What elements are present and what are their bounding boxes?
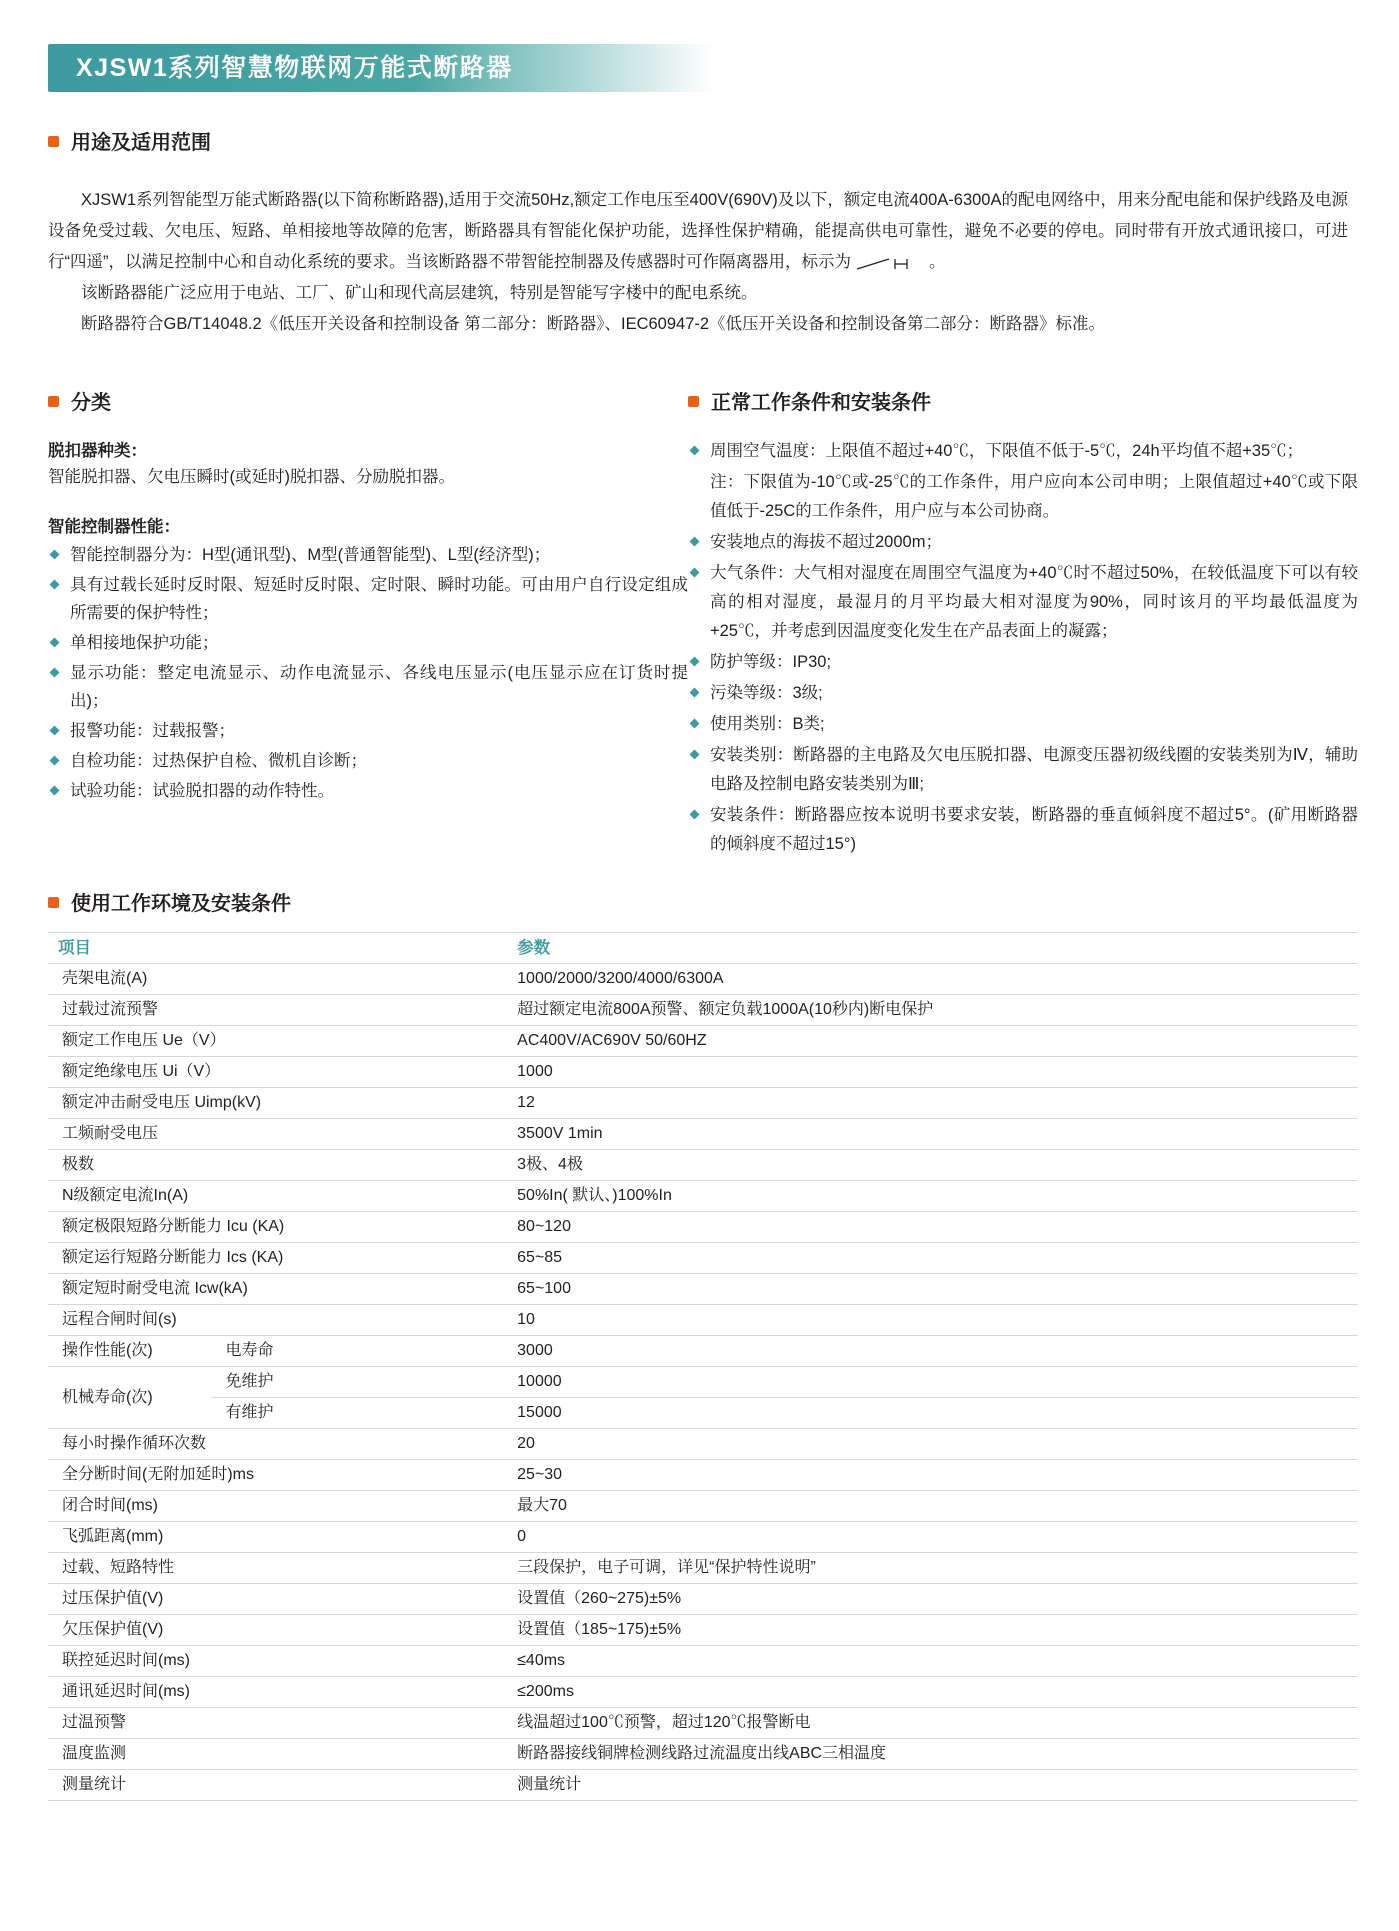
table-cell-value: 3000 [507, 1336, 1358, 1367]
subheading-controller-performance: 智能控制器性能： [48, 518, 180, 536]
conditions-list [688, 437, 1358, 859]
table-header-param: 参数 [507, 933, 1358, 964]
table-cell-label: 工频耐受电压 [48, 1119, 507, 1150]
table-cell-value: 10000 [507, 1367, 1358, 1398]
table-cell-value: 1000 [507, 1057, 1358, 1088]
conditions-column [688, 386, 1358, 861]
list-item: 智能控制器分为：H型(通讯型)、M型(普通智能型)、L型(经济型)； [48, 541, 688, 569]
table-cell-value: 1000/2000/3200/4000/6300A [507, 964, 1358, 995]
table-cell-label: 过压保护值(V) [48, 1584, 507, 1615]
usage-paragraph-2: 该断路器能广泛应用于电站、工厂、矿山和现代高层建筑，特别是智能写字楼中的配电系统。 [81, 284, 758, 302]
table-cell-value: 12 [507, 1088, 1358, 1119]
table-cell-label: 过载过流预警 [48, 995, 507, 1026]
table-cell-value: ≤200ms [507, 1677, 1358, 1708]
table-cell-label: 远程合闸时间(s) [48, 1305, 507, 1336]
table-cell-value: 设置值（260~275)±5% [507, 1584, 1358, 1615]
classification-column [48, 386, 688, 861]
table-cell-value: ≤40ms [507, 1646, 1358, 1677]
table-cell-value: 最大70 [507, 1491, 1358, 1522]
section-heading-classification [48, 386, 688, 415]
list-item: 报警功能：过载报警； [48, 717, 688, 745]
table-row [48, 1026, 1358, 1057]
list-item: 污染等级：3级; [688, 679, 1358, 708]
table-row [48, 1181, 1358, 1212]
list-item: 使用类别：B类; [688, 710, 1358, 739]
table-row [48, 1088, 1358, 1119]
table-row [48, 1739, 1358, 1770]
controller-performance-list [48, 541, 688, 805]
specification-table [48, 932, 1358, 1801]
square-bullet-icon [48, 396, 59, 407]
list-item: 安装地点的海拔不超过2000m； [688, 528, 1358, 557]
table-cell-value: 超过额定电流800A预警、额定负载1000A(10秒内)断电保护 [507, 995, 1358, 1026]
list-item: 自检功能：过热保护自检、微机自诊断； [48, 747, 688, 775]
list-item: 安装类别：断路器的主电路及欠电压脱扣器、电源变压器初级线圈的安装类别为Ⅳ，辅助电路及控制电路安装类别为Ⅲ; [688, 741, 1358, 799]
section-heading-conditions [688, 386, 1358, 415]
table-row [48, 1553, 1358, 1584]
table-cell-label: N级额定电流In(A) [48, 1181, 507, 1212]
subheading-trip-unit-types: 脱扣器种类： [48, 442, 147, 460]
table-cell-label: 全分断时间(无附加延时)ms [48, 1460, 507, 1491]
table-row [48, 1367, 1358, 1398]
table-row [48, 1212, 1358, 1243]
table-cell-value: 测量统计 [507, 1770, 1358, 1801]
table-cell-sublabel: 有维护 [212, 1398, 508, 1429]
table-cell-value: AC400V/AC690V 50/60HZ [507, 1026, 1358, 1057]
table-cell-value: 80~120 [507, 1212, 1358, 1243]
table-cell-value: 25~30 [507, 1460, 1358, 1491]
table-row [48, 964, 1358, 995]
table-cell-value: 0 [507, 1522, 1358, 1553]
list-item: 单相接地保护功能； [48, 629, 688, 657]
table-header-item: 项目 [48, 933, 507, 964]
square-bullet-icon [48, 897, 59, 908]
page-title: XJSW1系列智慧物联网万能式断路器 [76, 53, 513, 82]
list-item: 试验功能：试验脱扣器的动作特性。 [48, 777, 688, 805]
table-row [48, 1398, 1358, 1429]
table-cell-value: 65~85 [507, 1243, 1358, 1274]
table-cell-label: 欠压保护值(V) [48, 1615, 507, 1646]
table-cell-label: 机械寿命(次) [48, 1367, 212, 1429]
usage-paragraph-3: 断路器符合GB/T14048.2《低压开关设备和控制设备 第二部分：断路器》、IEC60947-2《低压开关设备和控制设备第二部分：断路器》标准。 [81, 315, 1106, 333]
table-cell-value: 设置值（185~175)±5% [507, 1615, 1358, 1646]
table-cell-label: 额定绝缘电压 Ui（V） [48, 1057, 507, 1088]
table-cell-sublabel: 免维护 [212, 1367, 508, 1398]
table-cell-value: 线温超过100℃预警，超过120℃报警断电 [507, 1708, 1358, 1739]
table-row [48, 1615, 1358, 1646]
table-row [48, 1429, 1358, 1460]
list-item: 周围空气温度：上限值不超过+40℃，下限值不低于-5℃，24h平均值不超+35℃； [688, 437, 1358, 466]
table-row [48, 1305, 1358, 1336]
table-cell-value: 20 [507, 1429, 1358, 1460]
section-title-classification: 分类 [71, 392, 111, 414]
table-row [48, 1491, 1358, 1522]
table-row [48, 1770, 1358, 1801]
list-item: 显示功能：整定电流显示、动作电流显示、各线电压显示(电压显示应在订货时提出)； [48, 659, 688, 715]
table-cell-label: 温度监测 [48, 1739, 507, 1770]
list-item: 防护等级：IP30; [688, 648, 1358, 677]
table-cell-label: 额定短时耐受电流 Icw(kA) [48, 1274, 507, 1305]
list-item: 安装条件：断路器应按本说明书要求安装，断路器的垂直倾斜度不超过5°。(矿用断路器的倾斜度不超过15°) [688, 801, 1358, 859]
table-cell-label: 额定冲击耐受电压 Uimp(kV) [48, 1088, 507, 1119]
table-cell-value: 50%In( 默认、)100%In [507, 1181, 1358, 1212]
table-cell-sublabel: 电寿命 [212, 1336, 508, 1367]
table-row [48, 1119, 1358, 1150]
section-heading-environment [48, 887, 1399, 916]
table-cell-label: 过温预警 [48, 1708, 507, 1739]
table-row [48, 1646, 1358, 1677]
table-cell-value: 3500V 1min [507, 1119, 1358, 1150]
page-title-banner [48, 44, 714, 92]
isolator-symbol-icon [855, 256, 925, 270]
table-row [48, 1274, 1358, 1305]
table-cell-label: 额定运行短路分断能力 Ics (KA) [48, 1243, 507, 1274]
table-cell-value: 断路器接线铜牌检测线路过流温度出线ABC三相温度 [507, 1739, 1358, 1770]
section-heading-usage [48, 126, 1399, 155]
table-row [48, 1460, 1358, 1491]
table-header-row [48, 933, 1358, 964]
table-row [48, 1677, 1358, 1708]
table-cell-label: 每小时操作循环次数 [48, 1429, 507, 1460]
table-cell-label: 额定极限短路分断能力 Icu (KA) [48, 1212, 507, 1243]
table-cell-label: 过载、短路特性 [48, 1553, 507, 1584]
usage-paragraph-1-text: XJSW1系列智能型万能式断路器(以下简称断路器),适用于交流50Hz,额定工作电压至400V(690V)及以下，额定电流400A-6300A的配电网络中，用来分配电能和保护线路及电源设备免受过载、欠电压、短路、单相接地等故障的危害，断路器具有智能化保护功能，选择性保护精确，能提高供电可靠性，避免不必要的停电。同时带有开放式通讯接口，可进行“四遥”，以满足控制中心和自动化系统的要求。当该断路器不带智能控制器及传感器时可作隔离器用，标示为 [48, 191, 1348, 271]
usage-paragraph-1 [48, 185, 1348, 278]
document-page [0, 44, 1399, 1931]
list-item: 具有过载长延时反时限、短延时反时限、定时限、瞬时功能。可由用户自行设定组成所需要的保护特性； [48, 571, 688, 627]
table-cell-label: 飞弧距离(mm) [48, 1522, 507, 1553]
usage-paragraph-1-end: 。 [929, 253, 946, 271]
table-cell-label: 联控延迟时间(ms) [48, 1646, 507, 1677]
table-cell-value: 10 [507, 1305, 1358, 1336]
square-bullet-icon [688, 396, 699, 407]
square-bullet-icon [48, 136, 59, 147]
section-title-environment: 使用工作环境及安装条件 [71, 893, 291, 915]
table-cell-label: 壳架电流(A) [48, 964, 507, 995]
table-cell-label: 操作性能(次) [48, 1336, 212, 1367]
table-cell-label: 测量统计 [48, 1770, 507, 1801]
trip-unit-types-text: 智能脱扣器、欠电压瞬时(或延时)脱扣器、分励脱扣器。 [48, 468, 455, 486]
list-item: 大气条件：大气相对湿度在周围空气温度为+40℃时不超过50%，在较低温度下可以有较高的相对湿度，最湿月的月平均最大相对湿度为90%，同时该月的平均最低温度为+25℃，并考虑到因温度变化发生在产品表面上的凝露； [688, 559, 1358, 646]
table-row [48, 1150, 1358, 1181]
section-title-conditions: 正常工作条件和安装条件 [711, 392, 931, 414]
usage-body [48, 185, 1348, 340]
table-cell-value: 三段保护，电子可调，详见“保护特性说明” [507, 1553, 1358, 1584]
table-row [48, 1522, 1358, 1553]
table-cell-value: 15000 [507, 1398, 1358, 1429]
section-title-usage: 用途及适用范围 [71, 132, 211, 154]
table-cell-value: 65~100 [507, 1274, 1358, 1305]
conditions-note: 注：下限值为-10℃或-25℃的工作条件，用户应向本公司申明；上限值超过+40℃或下限值低于-25C的工作条件，用户应与本公司协商。 [710, 473, 1358, 520]
table-cell-label: 额定工作电压 Ue（V） [48, 1026, 507, 1057]
table-row [48, 1584, 1358, 1615]
table-cell-value: 3极、4极 [507, 1150, 1358, 1181]
two-column-area [48, 386, 1358, 861]
table-cell-label: 通讯延迟时间(ms) [48, 1677, 507, 1708]
table-row [48, 1708, 1358, 1739]
table-row [48, 1336, 1358, 1367]
table-cell-label: 闭合时间(ms) [48, 1491, 507, 1522]
table-cell-label: 极数 [48, 1150, 507, 1181]
table-row [48, 1057, 1358, 1088]
table-row [48, 1243, 1358, 1274]
table-row [48, 995, 1358, 1026]
